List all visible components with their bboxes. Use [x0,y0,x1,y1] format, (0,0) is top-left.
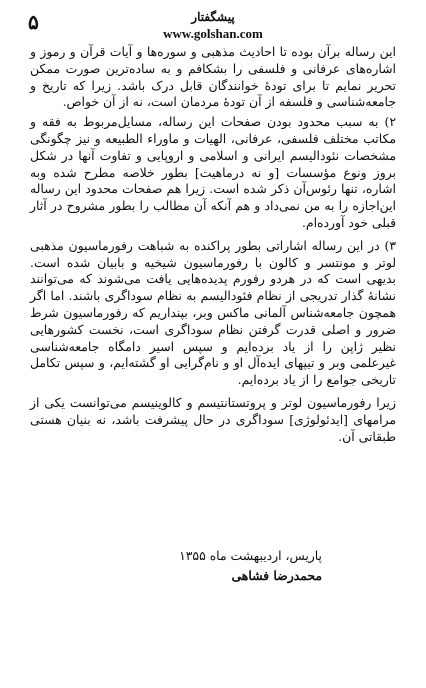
website-watermark: www.golshan.com [163,26,263,41]
running-header: پیشگفتار [191,10,235,24]
body-text [30,44,396,448]
author-name: محمدرضا فشاهی [231,568,322,583]
place-date: پاریس، اردیبهشت ماه ۱۳۵۵ [179,548,322,563]
signature-block [112,546,322,586]
paragraph-conclusion: زیرا رفورماسیون لوتر و پروتستانتیسم و کالوینیسم می‌توانست یکی از مرامهای [ایدئولوژی] سوداگری در حال پیشرفت باشد، نه بنیان هستی طبقاتی آن. [30,394,396,444]
paragraph-point-3: ۳) در این رساله اشاراتی بطور پراکنده به شباهت رفورماسیون مذهبی لوتر و مونتسر و کالون با رفورماسیون شیخیه و بابیان شده است. بدیهی است که در هردو رفورم پدیده‌هایی یافت می‌شوند که می‌توانند نشانهٔ گذار تدریجی از نظام فئودالیسم به نظام سوداگری باشند. اما اگر همچون جامعه‌شناس آلمانی ماکس وبر، بپنداریم که رفورماسیون شرط ضرور و اصلی قدرت گرفتن نظام سوداگری است، نخست کشورهایی نظیر ژاپن را از یاد برده‌ایم و سپس اسیر دامگاه جامعه‌شناسی غیرعلمی وبر و تیپهای ایده‌آل او و نام‌گرایی او گشته‌ایم، و سپس تکامل تاریخی جوامع را از یاد برده‌ایم. [30,237,396,388]
page-number: ۵ [28,10,39,34]
paragraph-intro: این رساله برآن بوده تا احادیث مذهبی و سوره‌ها و آیات قرآن و رموز و اشاره‌های عرفانی و فلسفی را بشکافم و به ساده‌ترین صورت ممکن تحریر نمایم تا برای تودهٔ خوانندگان قابل درک باشد. زیرا که تاریخ و جامعه‌شناسی و فلسفه از آن تودهٔ مردمان است، نه از آن خواص. [30,44,396,110]
paragraph-point-2: ۲) به سبب محدود بودن صفحات این رساله، مسایل‌مربوط به فقه و مکاتب مختلف فلسفی، عرفانی، الهیات و ماوراء الطبیعه و نیز چگونگی مشخصات نئودالیسم ایرانی و اسلامی و اروپایی و تفاوت آنها در شکل بروز ونوع مؤسسات [و نه درماهیت] بطور خلاصه مطرح شده وبه اشاره، تنها رئوس‌آن ذکر شده است. زیرا هم صفحات محدود این رساله این‌اجازه را به من نمی‌داد و هم آنکه آن مطالب را بطور مشروح در آثار قبلی خود آورده‌ام. [30,114,396,230]
